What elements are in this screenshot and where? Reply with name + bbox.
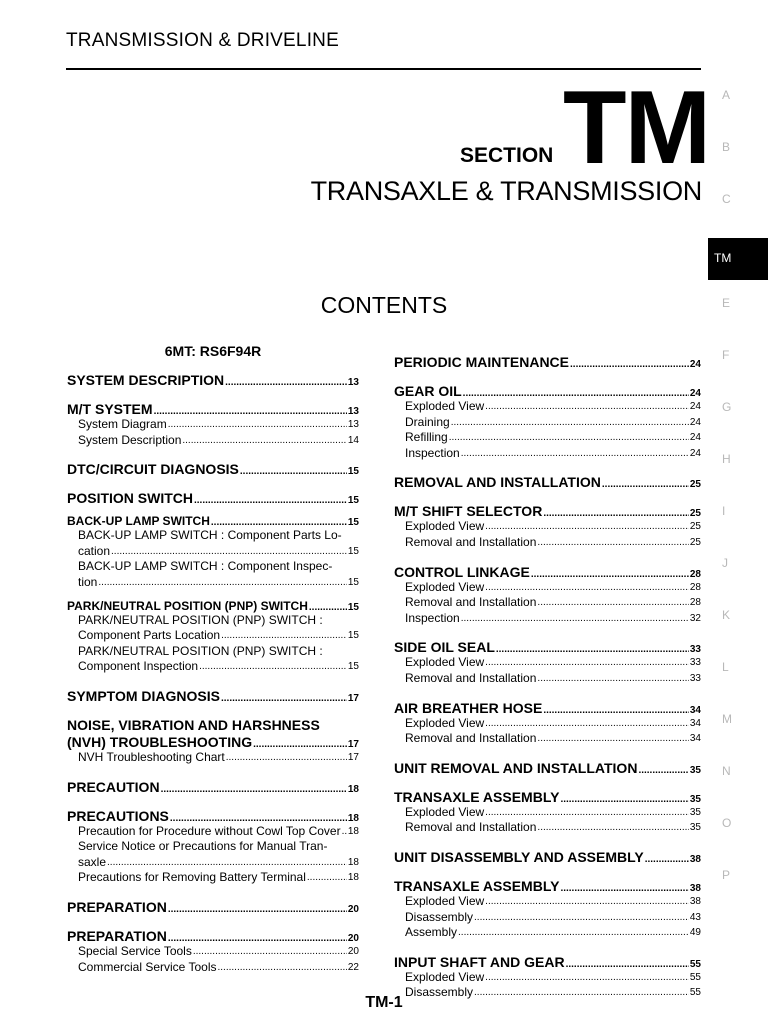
toc-page-number: 17 [347, 751, 359, 763]
toc-page-number: 17 [347, 692, 359, 704]
side-index-tab-b[interactable] [708, 134, 768, 186]
toc-item-entry[interactable] [78, 824, 359, 840]
toc-entry-label: AIR BREATHER HOSE [394, 699, 543, 716]
toc-section-entry[interactable] [67, 599, 359, 613]
dot-leader [193, 944, 347, 960]
toc-entry-label: Precaution for Procedure without Cowl Top Cover [78, 823, 341, 838]
toc-entry-label: NVH Troubleshooting Chart [78, 749, 225, 764]
toc-item-entry[interactable] [78, 628, 359, 644]
toc-page-number: 24 [689, 447, 701, 459]
toc-entry-label: Exploded View [405, 655, 485, 670]
toc-page-number: 15 [347, 545, 359, 557]
side-index-tab-n[interactable] [708, 758, 768, 810]
section-name: TRANSAXLE & TRANSMISSION [310, 176, 702, 206]
toc-section-entry[interactable] [67, 461, 359, 477]
toc-entry-label: REMOVAL AND INSTALLATION [394, 474, 601, 491]
toc-page-number: 32 [689, 612, 701, 624]
toc-page-number: 22 [347, 961, 359, 973]
side-index-tab-e[interactable] [708, 290, 768, 342]
toc-entry-label: Special Service Tools [78, 943, 192, 958]
toc-item-wrapped-line: BACK-UP LAMP SWITCH : Component Inspec- [78, 559, 333, 574]
toc-section-entry[interactable] [394, 789, 701, 805]
toc-page-number: 24 [689, 416, 701, 428]
side-index-tab-g[interactable] [708, 394, 768, 446]
toc-entry-label: GEAR OIL [394, 383, 462, 399]
toc-entry-label: Exploded View [405, 579, 485, 594]
toc-section-entry[interactable] [67, 779, 359, 795]
dot-leader [211, 517, 347, 528]
toc-item-entry[interactable] [78, 659, 359, 675]
dot-leader [154, 406, 347, 417]
toc-entry-label: System Diagram [78, 417, 167, 431]
dot-leader [98, 575, 347, 591]
toc-item-entry[interactable] [78, 433, 359, 449]
dot-leader [638, 765, 688, 776]
toc-item-entry[interactable] [405, 399, 701, 415]
toc-entry-label: Exploded View [405, 804, 485, 819]
side-index-tab-p[interactable] [708, 862, 768, 914]
toc-page-number: 25 [689, 521, 701, 533]
dot-leader [485, 805, 689, 821]
toc-entry-label: UNIT DISASSEMBLY AND ASSEMBLY [394, 848, 644, 865]
toc-page-number: 33 [689, 657, 701, 669]
dot-leader [570, 359, 689, 370]
toc-entry-label: TRANSAXLE ASSEMBLY [394, 877, 560, 894]
dot-leader [560, 794, 688, 805]
side-index-tab-tm[interactable] [708, 238, 768, 280]
dot-leader [543, 705, 689, 716]
toc-page-number: 28 [689, 568, 701, 580]
toc-section-entry[interactable] [67, 808, 359, 824]
side-index-label: B [722, 140, 731, 154]
toc-entry-label: Refilling [405, 430, 448, 445]
side-index-label: N [722, 764, 731, 778]
toc-page-number: 17 [347, 738, 359, 750]
dot-leader [168, 417, 347, 433]
dot-leader [342, 824, 347, 840]
toc-page-number: 34 [689, 704, 701, 716]
header-title: TRANSMISSION & DRIVELINE [66, 30, 339, 51]
toc-entry-label: POSITION SWITCH [67, 490, 193, 507]
dot-leader [194, 495, 347, 506]
toc-page-number: 20 [347, 945, 359, 957]
toc-entry-label: Component Inspection [78, 659, 199, 674]
toc-entry-label: Inspection [405, 445, 460, 460]
side-index-tab-i[interactable] [708, 498, 768, 550]
toc-section-entry[interactable] [394, 503, 701, 519]
toc-entry-label: INPUT SHAFT AND GEAR [394, 953, 565, 970]
toc-page-number: 15 [347, 661, 359, 673]
toc-page-number: 28 [689, 581, 701, 593]
dot-leader [645, 854, 689, 865]
toc-page-number: 15 [347, 466, 359, 478]
toc-item-entry[interactable] [78, 750, 359, 766]
toc-item-entry[interactable] [78, 870, 359, 886]
toc-item-entry[interactable] [405, 820, 701, 836]
dot-leader [496, 644, 689, 655]
dot-leader [170, 813, 347, 824]
toc-item-entry[interactable] [405, 925, 701, 941]
toc-entry-label: Exploded View [405, 399, 485, 413]
toc-section-entry[interactable] [394, 954, 701, 970]
toc-page-number: 35 [689, 806, 701, 818]
toc-section-entry[interactable] [67, 688, 359, 704]
toc-item-entry[interactable] [78, 544, 359, 560]
toc-item-entry[interactable] [405, 716, 701, 732]
toc-entry-label: TRANSAXLE ASSEMBLY [394, 788, 560, 805]
toc-page-number: 43 [689, 911, 701, 923]
toc-entry-label: System Description [78, 432, 182, 447]
toc-item-entry[interactable] [405, 595, 701, 611]
dot-leader [537, 731, 688, 747]
toc-section-entry[interactable] [67, 899, 359, 915]
toc-page-number: 20 [347, 903, 359, 915]
toc-item-wrapped-line: Service Notice or Precautions for Manual Tran- [78, 839, 328, 854]
toc-page-number: 25 [689, 536, 701, 548]
toc-entry-label: (NVH) TROUBLESHOOTING [67, 733, 253, 750]
toc-entry-label: M/T SYSTEM [67, 401, 153, 417]
toc-entry-label: Exploded View [405, 715, 485, 730]
toc-section-entry[interactable] [394, 849, 701, 865]
toc-section-entry[interactable] [394, 474, 701, 490]
toc-section-entry[interactable] [394, 700, 701, 716]
side-index-tab-c[interactable] [708, 186, 768, 238]
toc-item-entry[interactable] [405, 611, 701, 627]
dot-leader [537, 820, 688, 836]
toc-section-title-line: NOISE, VIBRATION AND HARSHNESS [67, 716, 320, 733]
side-index [708, 82, 768, 914]
toc-item-entry[interactable] [405, 655, 701, 671]
toc-item-entry[interactable] [405, 671, 701, 687]
toc-item-entry[interactable] [78, 944, 359, 960]
toc-page-number: 18 [347, 856, 359, 868]
side-index-tab-m[interactable] [708, 706, 768, 758]
side-index-tab-f[interactable] [708, 342, 768, 394]
side-index-label: I [722, 504, 726, 518]
dot-leader [168, 904, 347, 915]
toc-item-entry[interactable] [78, 417, 359, 433]
side-index-tab-j[interactable] [708, 550, 768, 602]
toc-item-entry[interactable] [405, 535, 701, 551]
toc-item-wrapped-line: BACK-UP LAMP SWITCH : Component Parts Lo- [78, 528, 342, 543]
toc-page-number: 15 [347, 630, 359, 642]
toc-entry-label: DTC/CIRCUIT DIAGNOSIS [67, 461, 239, 478]
dot-leader [226, 750, 347, 766]
toc-page-number: 33 [689, 644, 701, 656]
toc-page-number: 35 [689, 822, 701, 834]
side-index-label: A [722, 88, 731, 102]
toc-item-entry[interactable] [405, 910, 701, 926]
dot-leader [531, 569, 689, 580]
toc-page-number: 13 [347, 377, 359, 388]
toc-page-number: 34 [689, 733, 701, 745]
contents-title: CONTENTS [320, 292, 448, 318]
side-index-label: P [722, 868, 731, 882]
toc-entry-label: Removal and Installation [405, 670, 537, 685]
dot-leader [537, 595, 688, 611]
toc-entry-label: Removal and Installation [405, 534, 537, 549]
side-index-label: G [722, 400, 732, 414]
toc-entry-label: PRECAUTION [67, 778, 160, 795]
toc-section-entry[interactable] [67, 514, 359, 528]
dot-leader [537, 535, 688, 551]
toc-page-number: 35 [689, 764, 701, 776]
dot-leader [461, 611, 689, 627]
toc-right-column [394, 341, 701, 1001]
dot-leader [199, 659, 347, 675]
dot-leader [168, 933, 347, 944]
toc-page-number: 25 [689, 508, 701, 520]
toc-entry-label: Draining [405, 414, 450, 429]
toc-entry-label: PREPARATION [67, 898, 167, 915]
toc-section-entry[interactable] [67, 734, 359, 750]
dot-leader [451, 415, 689, 431]
toc-page-number: 18 [347, 825, 359, 837]
toc-entry-label: SYMPTOM DIAGNOSIS [67, 687, 220, 704]
dot-leader [474, 910, 689, 926]
toc-entry-label: Exploded View [405, 969, 485, 984]
toc-entry-label: tion [78, 574, 98, 589]
dot-leader [485, 399, 689, 415]
toc-page-number: 28 [689, 597, 701, 609]
toc-item-wrapped-line: PARK/NEUTRAL POSITION (PNP) SWITCH : [78, 643, 323, 658]
toc-left-column [67, 341, 359, 975]
toc-item-entry[interactable] [405, 519, 701, 535]
toc-entry-label: PARK/NEUTRAL POSITION (PNP) SWITCH [67, 598, 308, 613]
toc-entry-label: M/T SHIFT SELECTOR [394, 503, 543, 520]
toc-item-entry[interactable] [405, 970, 701, 986]
toc-page-number: 18 [347, 812, 359, 824]
dot-leader [602, 479, 689, 490]
side-index-label: J [722, 556, 728, 570]
toc-page-number: 24 [689, 359, 701, 370]
toc-item-wrapped-line: PARK/NEUTRAL POSITION (PNP) SWITCH : [78, 612, 323, 627]
dot-leader [560, 883, 688, 894]
toc-section-entry[interactable] [394, 760, 701, 776]
side-index-label: F [722, 348, 730, 362]
toc-entry-label: Disassembly [405, 985, 474, 1000]
toc-page-number: 38 [689, 853, 701, 865]
toc-page-number: 55 [689, 987, 701, 999]
toc-entry-label: Disassembly [405, 909, 474, 924]
toc-entry-label: BACK-UP LAMP SWITCH [67, 514, 210, 529]
toc-entry-label: Commercial Service Tools [78, 959, 217, 974]
toc-page-number: 24 [689, 388, 701, 399]
dot-leader [485, 580, 689, 596]
side-index-label: TM [714, 251, 732, 265]
dot-leader [307, 870, 347, 886]
toc-page-number: 18 [347, 872, 359, 884]
toc-entry-label: Exploded View [405, 893, 485, 908]
toc-entry-label: Assembly [405, 925, 458, 940]
dot-leader [309, 602, 347, 613]
transmission-model-heading: 6MT: RS6F94R [164, 343, 262, 359]
toc-section-entry[interactable] [67, 401, 359, 417]
toc-entry-label: Precautions for Removing Battery Terminal [78, 870, 306, 885]
dot-leader [458, 925, 689, 941]
toc-item-entry[interactable] [405, 894, 701, 910]
toc-section-entry[interactable] [67, 372, 359, 388]
toc-page-number: 35 [689, 793, 701, 805]
toc-entry-label: SYSTEM DESCRIPTION [67, 372, 225, 388]
dot-leader [161, 784, 347, 795]
toc-entry-label: PERIODIC MAINTENANCE [394, 354, 570, 370]
toc-page-number: 38 [689, 895, 701, 907]
side-index-label: E [722, 296, 731, 310]
toc-page-number: 20 [347, 932, 359, 944]
toc-entry-label: PRECAUTIONS [67, 807, 169, 824]
toc-entry-label: PREPARATION [67, 927, 167, 944]
toc-section-entry[interactable] [394, 639, 701, 655]
toc-page-number: 34 [689, 717, 701, 729]
side-index-tab-l[interactable] [708, 654, 768, 706]
page-number: TM-1 [365, 994, 403, 1011]
dot-leader [566, 959, 689, 970]
toc-section-entry[interactable] [67, 928, 359, 944]
toc-item-entry[interactable] [405, 805, 701, 821]
toc-page-number: 24 [689, 401, 701, 412]
toc-page-number: 15 [347, 517, 359, 529]
toc-entry-label: cation [78, 543, 111, 558]
toc-section-entry[interactable] [394, 564, 701, 580]
toc-page-number: 15 [347, 601, 359, 613]
toc-entry-label: Removal and Installation [405, 595, 537, 610]
dot-leader [485, 970, 689, 986]
toc-page-number: 25 [689, 479, 701, 491]
section-word: SECTION [460, 144, 554, 167]
toc-page-number: 15 [347, 576, 359, 588]
dot-leader [485, 519, 689, 535]
toc-item-entry[interactable] [405, 580, 701, 596]
toc-item-entry[interactable] [405, 415, 701, 431]
side-index-tab-a[interactable] [708, 82, 768, 134]
side-index-label: M [722, 712, 732, 726]
dot-leader [461, 446, 689, 462]
toc-page-number: 55 [689, 971, 701, 983]
dot-leader [111, 544, 347, 560]
toc-entry-label: Removal and Installation [405, 820, 537, 835]
dot-leader [463, 388, 689, 399]
toc-entry-label: Inspection [405, 610, 460, 625]
toc-page-number: 55 [689, 958, 701, 970]
dot-leader [537, 671, 688, 687]
dot-leader [221, 628, 347, 644]
toc-entry-label: Removal and Installation [405, 731, 537, 746]
side-index-label: C [722, 192, 731, 206]
side-index-label: H [722, 452, 731, 466]
dot-leader [485, 655, 689, 671]
toc-item-entry[interactable] [78, 575, 359, 591]
toc-section-entry[interactable] [394, 878, 701, 894]
toc-page-number: 13 [347, 419, 359, 430]
toc-item-entry[interactable] [405, 446, 701, 462]
side-index-tab-h[interactable] [708, 446, 768, 498]
dot-leader [543, 508, 689, 519]
side-index-tab-k[interactable] [708, 602, 768, 654]
toc-entry-label: Exploded View [405, 519, 485, 534]
dot-leader [240, 466, 347, 477]
side-index-label: O [722, 816, 732, 830]
toc-page-number: 38 [689, 882, 701, 894]
toc-page-number: 49 [689, 927, 701, 939]
toc-entry-label: CONTROL LINKAGE [394, 563, 530, 580]
dot-leader [107, 855, 347, 871]
toc-section-entry[interactable] [67, 490, 359, 506]
toc-item-entry[interactable] [405, 430, 701, 446]
side-index-tab-o[interactable] [708, 810, 768, 862]
toc-section-entry[interactable] [394, 354, 701, 370]
dot-leader [449, 430, 689, 446]
dot-leader [253, 739, 347, 750]
toc-entry-label: UNIT REMOVAL AND INSTALLATION [394, 759, 638, 776]
toc-entry-label: saxle [78, 854, 107, 869]
dot-leader [221, 693, 347, 704]
dot-leader [218, 960, 347, 976]
dot-leader [485, 894, 689, 910]
side-index-label: L [722, 660, 729, 674]
toc-page-number: 15 [347, 495, 359, 507]
toc-page-number: 24 [689, 432, 701, 444]
toc-item-entry[interactable] [78, 960, 359, 976]
toc-page-number: 14 [347, 434, 359, 446]
dot-leader [485, 716, 689, 732]
dot-leader [182, 433, 347, 449]
dot-leader [225, 377, 347, 388]
toc-item-entry[interactable] [78, 855, 359, 871]
toc-page-number: 18 [347, 783, 359, 795]
section-code: TM [563, 70, 710, 186]
toc-entry-label: Component Parts Location [78, 628, 221, 643]
toc-page-number: 33 [689, 672, 701, 684]
toc-page-number: 13 [347, 406, 359, 417]
toc-section-entry[interactable] [394, 383, 701, 399]
side-index-label: K [722, 608, 731, 622]
toc-entry-label: SIDE OIL SEAL [394, 639, 495, 656]
toc-item-entry[interactable] [405, 731, 701, 747]
